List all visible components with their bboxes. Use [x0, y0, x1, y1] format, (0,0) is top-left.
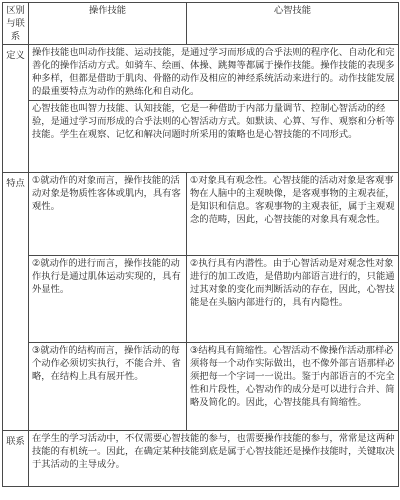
definition-mental-row [3, 101, 399, 173]
feature-mental-cell: ②执行具有内潜性。由于心智活动是对观念性对象进行的加工改造，是借助内部语言进行的，只能通过其对象的变化而判断活动的存在，因此，心智技能是在头脑内部进行的，具有内隐性。 [187, 256, 399, 343]
relation-label: 联系 [3, 431, 29, 487]
header-corner-cell: 区别与联系 [3, 3, 29, 45]
feature-row [3, 173, 399, 256]
feature-row [3, 256, 399, 343]
relation-text: 在学生的学习活动中，不仅需要心智技能的参与，也需要操作技能的参与，常常是这两种技能的有机统一。因此，在确定某种技能到底是属于心智技能还是操作技能时，关键取决于其活动的主导成分。 [29, 431, 399, 487]
feature-row [3, 343, 399, 431]
feature-operation-cell: ①就动作的对象而言，操作技能的活动对象是物质性客体或肌内，具有客观性。 [29, 173, 187, 256]
definition-label: 定义 [3, 45, 29, 173]
feature-operation-cell: ③就动作的结构而言，操作活动的每个动作必须切实执行，不能合并、省略，在结构上具有展开性。 [29, 343, 187, 431]
comparison-table [2, 2, 399, 487]
feature-mental-cell: ①对象具有观念性。心智技能的活动对象是客观事物在人脑中的主观映像，是客观事物的主观表征，是知识和信息。客观事物的主观表征，属于主观观念的范畴，因此，心智技能的对象具有观念性。 [187, 173, 399, 256]
feature-mental-cell: ③结构具有简缩性。心智活动不像操作活动那样必须将每一个动作实际做出，也不像外部言语那样必须把每一个字词一一说出。鉴于内部语言的不完全性和片段性，心智动作的成分是可以进行合并、简略及简化的。因此，心智技能具有简缩性。 [187, 343, 399, 431]
table-header-row [3, 3, 399, 45]
feature-operation-cell: ②就动作的进行而言，操作技能的动作执行是通过肌体运动实现的，具有外显性。 [29, 256, 187, 343]
definition-operation-text: 操作技能也叫动作技能、运动技能，是通过学习而形成的合乎法则的程序化、自动化和完善化的操作活动方式。如骑车、绘画、体操、跳舞等都属于操作技能。操作技能的表现多种多样，但都是借助于肌肉、骨骼的动作及相应的神经系统活动来进行的。动作技能发展的最重要特点为动作的熟练化和自动化。 [29, 45, 399, 101]
features-label: 特点 [3, 173, 29, 431]
definition-operation-row [3, 45, 399, 101]
relation-row [3, 431, 399, 487]
definition-mental-text: 心智技能也叫智力技能、认知技能，它是一种借助于内部力量调节、控制心智活动的经验，是通过学习而形成的合乎法则的心智活动方式。如默读、心算、写作、观察和分析等技能。学生在观察、记忆和解决问题时所采用的策略也是心智技能的不同形式。 [29, 101, 399, 173]
header-mental-skill: 心智技能 [187, 3, 399, 45]
header-operation-skill: 操作技能 [29, 3, 187, 45]
